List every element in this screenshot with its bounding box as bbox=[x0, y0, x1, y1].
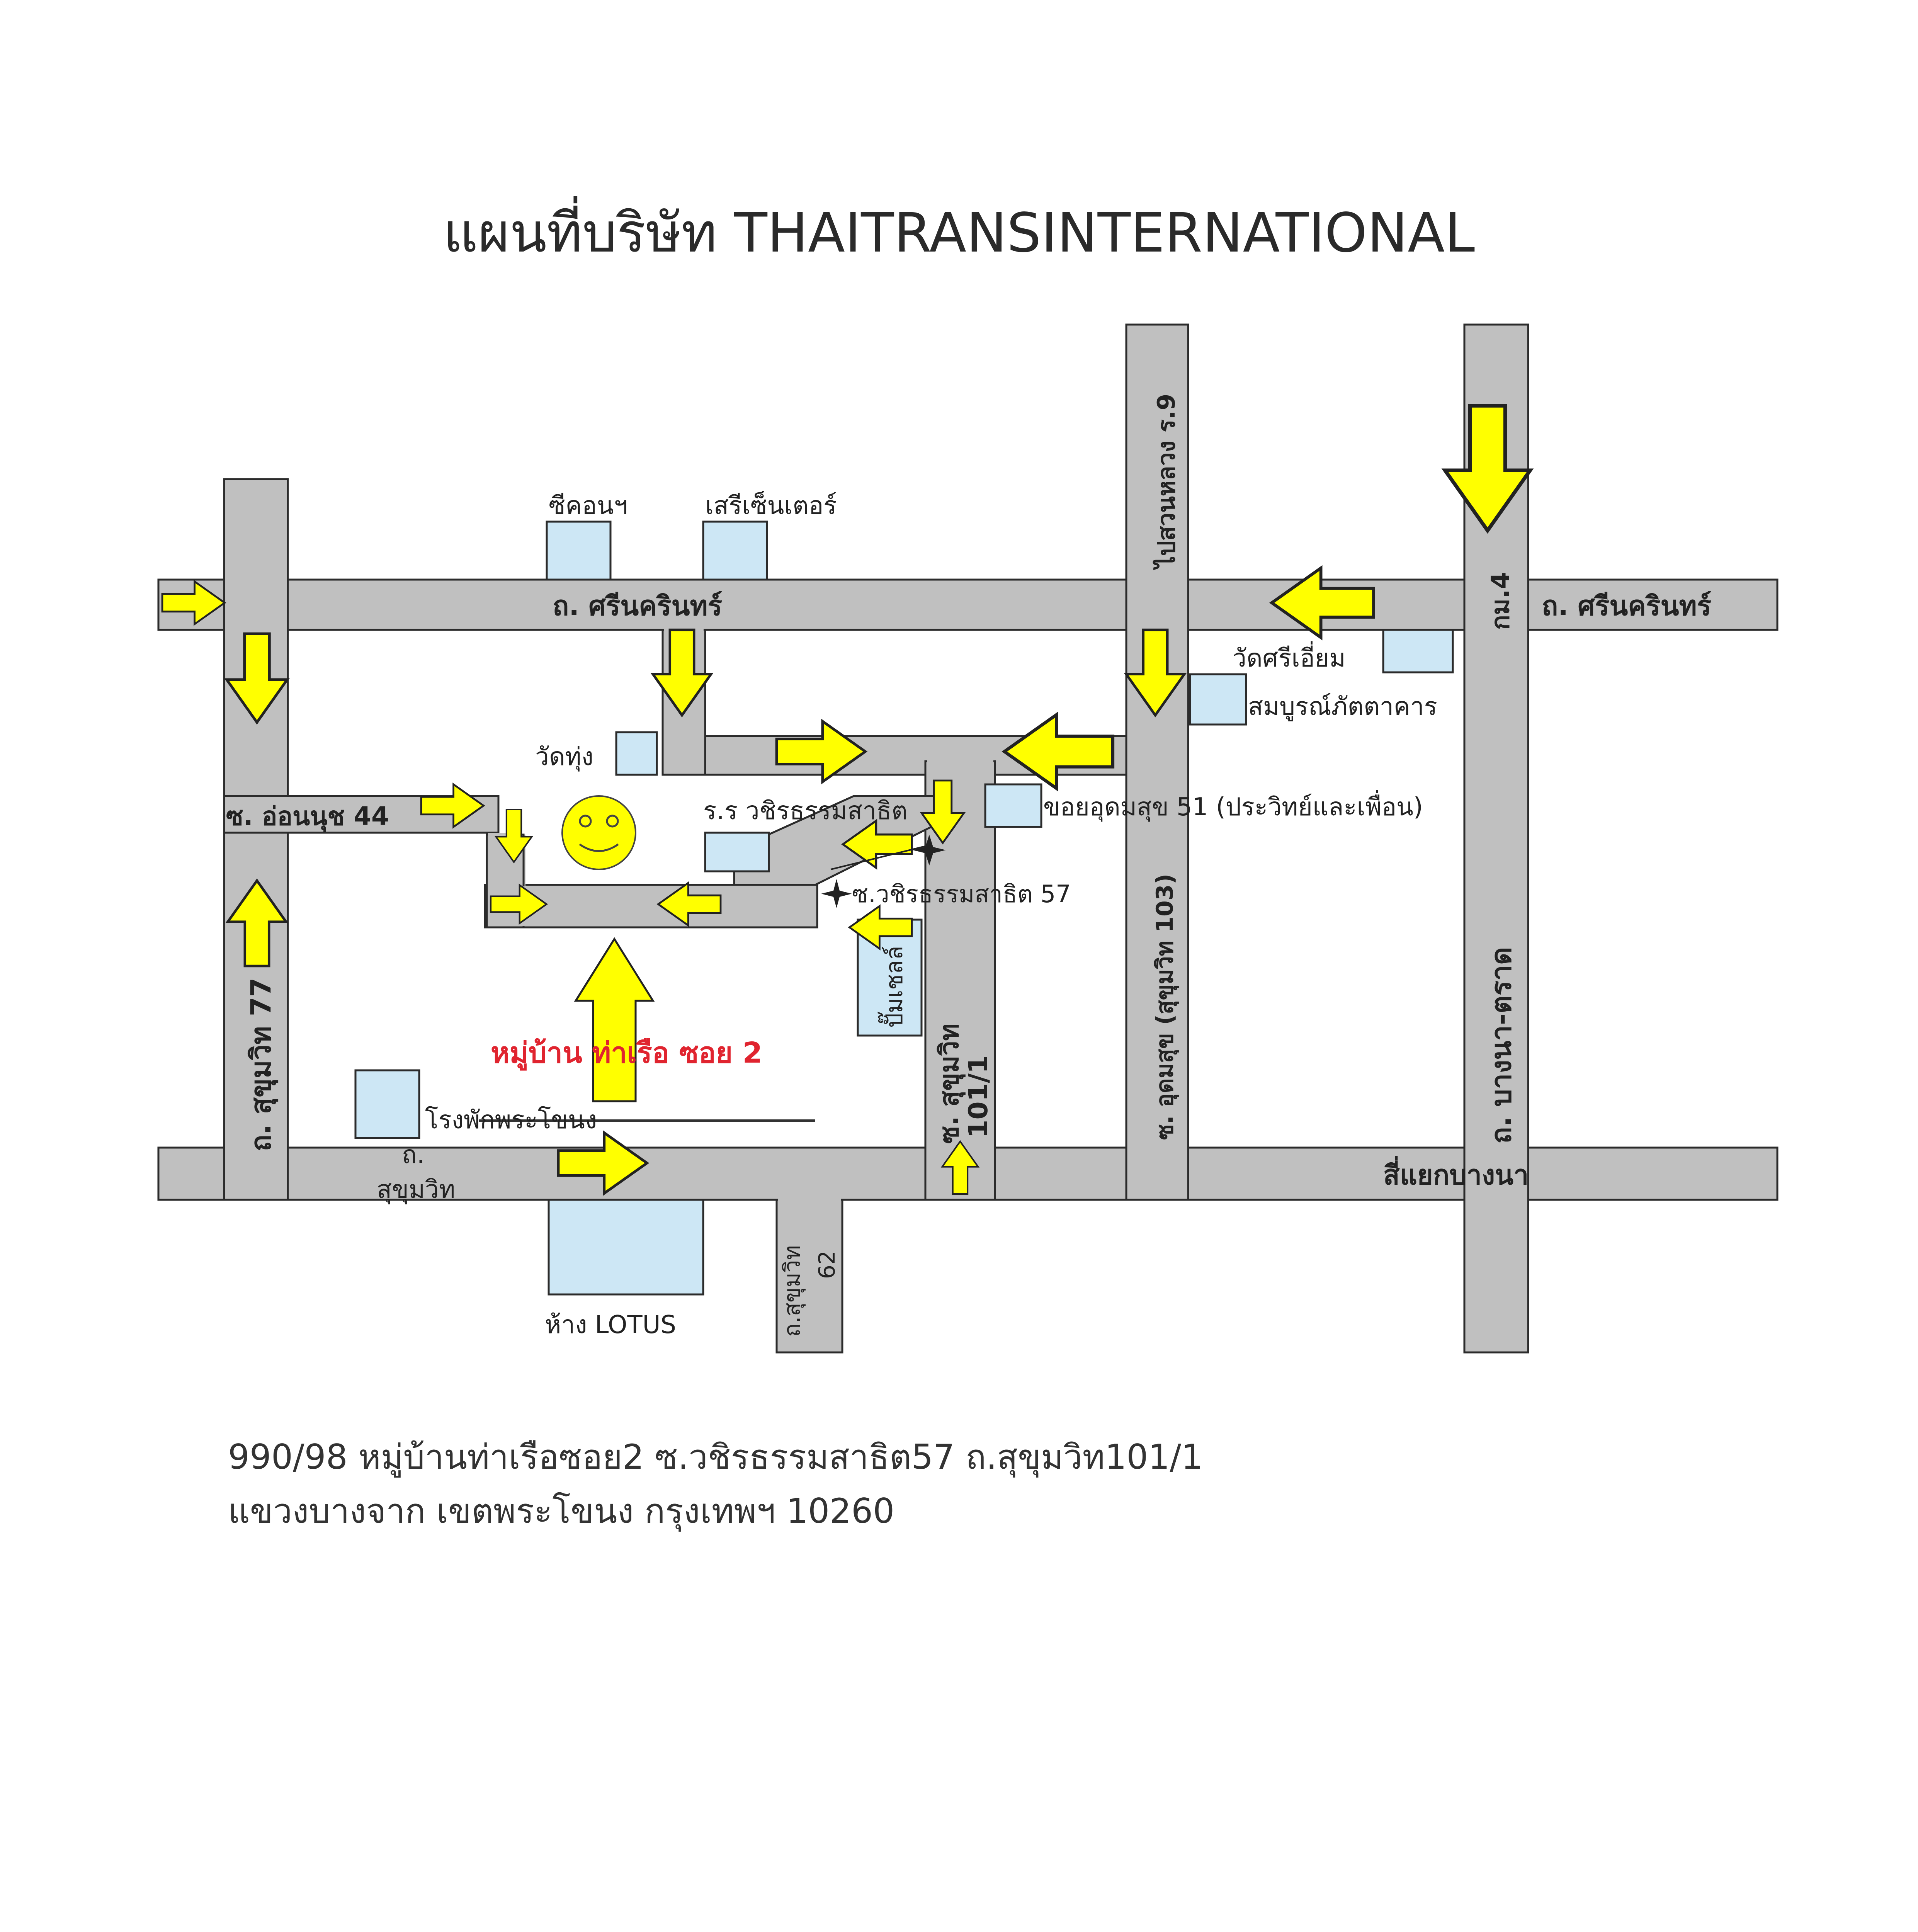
road-srinakarin bbox=[158, 580, 1777, 630]
address-line-1: 990/98 หมู่บ้านท่าเรือซอย2 ซ.วชิรธรรมสาธิต57 ถ.สุขุมวิท101/1 bbox=[228, 1437, 1203, 1477]
star-icon bbox=[821, 879, 852, 908]
label-srinakarin-left: ถ. ศรีนครินทร์ bbox=[553, 590, 723, 622]
building-udomsuk-51 bbox=[985, 784, 1041, 827]
address-line-2: แขวงบางจาก เขตพระโขนง กรุงเทพฯ 10260 bbox=[228, 1491, 895, 1531]
label-sukhumvit-77: ถ. สุขุมวิท 77 bbox=[245, 978, 277, 1151]
label-onnut-44: ซ. อ่อนนุช 44 bbox=[226, 801, 389, 831]
label-destination: หมู่บ้าน ท่าเรือ ซอย 2 bbox=[491, 1036, 763, 1070]
label-serhi-center: เสรีเซ็นเตอร์ bbox=[705, 492, 837, 520]
smiley-icon bbox=[562, 796, 636, 869]
label-sukhumvit-bottom-a: ถ. bbox=[402, 1141, 425, 1169]
label-sukhumvit-bottom-b: สุขุมวิท bbox=[377, 1175, 456, 1204]
label-pai-suan-luang: ไปสวนหลวง ร.9 bbox=[1152, 393, 1180, 568]
building-serhi-center bbox=[703, 522, 767, 580]
building-wat-thung bbox=[616, 732, 657, 775]
label-sukhumvit-101-1-a: ซ. สุขุมวิท bbox=[934, 1023, 965, 1144]
building-lotus bbox=[549, 1200, 703, 1294]
label-wat-thung: วัดทุ่ง bbox=[535, 743, 593, 771]
label-lotus: ห้าง LOTUS bbox=[545, 1311, 677, 1339]
label-bangna-junction: สี่แยกบางนา bbox=[1383, 1159, 1529, 1191]
label-udomsuk: ซ. อุดมสุข (สุขุมวิท 103) bbox=[1151, 874, 1178, 1140]
arrow-icon bbox=[1005, 714, 1113, 788]
building-wat-sri-iam bbox=[1383, 630, 1453, 672]
label-udomsuk-51: ขอยอุดมสุข 51 (ประวิทย์และเพื่อน) bbox=[1043, 793, 1423, 821]
label-km4: กม.4 bbox=[1486, 572, 1515, 630]
page-title: แผนที่บริษัท THAITRANSINTERNATIONAL bbox=[443, 202, 1475, 265]
label-wat-sri-iam: วัดศรีเอี่ยม bbox=[1233, 644, 1346, 673]
label-seacon: ซีคอนฯ bbox=[549, 492, 628, 520]
label-wachira-school: ร.ร วชิรธรรมสาธิต bbox=[703, 797, 908, 825]
building-wachira-school bbox=[705, 833, 769, 871]
label-srinakarin-right: ถ. ศรีนครินทร์ bbox=[1542, 590, 1712, 622]
label-bangna-trad: ถ. บางนา-ตราด bbox=[1485, 947, 1517, 1144]
label-wachira-57: ซ.วชิรธรรมสาธิต 57 bbox=[852, 880, 1071, 908]
label-sukhumvit-101-1-b: 101/1 bbox=[963, 1055, 994, 1138]
label-sukhumvit-62-b: 62 bbox=[814, 1250, 840, 1279]
building-seacon bbox=[547, 522, 610, 580]
building-police-station bbox=[355, 1070, 419, 1138]
destination-arrow-icon bbox=[576, 939, 653, 1101]
label-gas-station: ปั๊มเชลล์ bbox=[881, 946, 908, 1028]
label-sombun: สมบูรณ์ภัตตาคาร bbox=[1248, 692, 1437, 721]
building-sombun bbox=[1190, 674, 1246, 724]
label-sukhumvit-62-a: ถ.สุขุมวิท bbox=[779, 1245, 805, 1337]
label-police-station: โรงพักพระโขนง bbox=[425, 1106, 597, 1134]
